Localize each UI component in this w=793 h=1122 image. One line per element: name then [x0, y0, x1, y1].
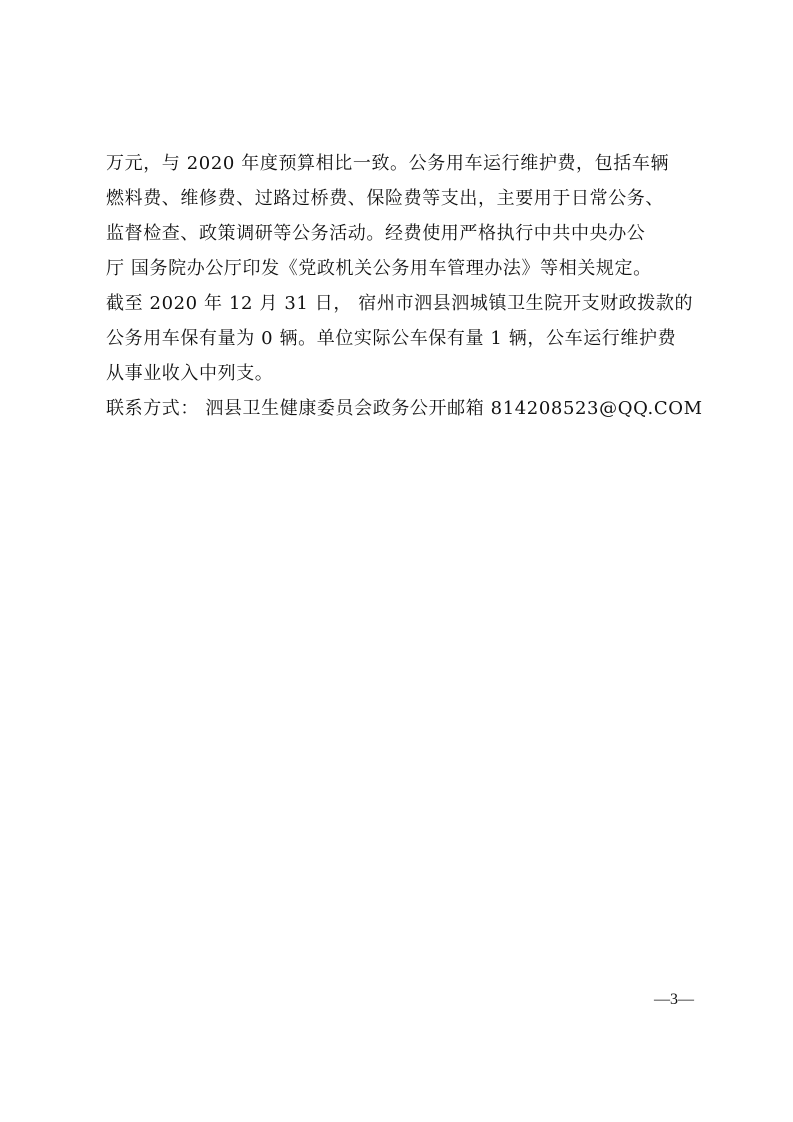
contact-line: 联系方式： 泗县卫生健康委员会政务公开邮箱 814208523@QQ.COM: [106, 398, 703, 419]
page-number: —3—: [654, 991, 694, 1008]
body-text: [106, 146, 703, 426]
paragraph-line: 万元，与 2020 年度预算相比一致。公务用车运行维护费，包括车辆: [106, 153, 670, 174]
paragraph-line: 从事业收入中列支。: [106, 363, 274, 384]
paragraph-line: 公务用车保有量为 0 辆。单位实际公车保有量 1 辆，公车运行维护费: [106, 328, 677, 349]
paragraph-line: 监督检查、政策调研等公务活动。经费使用严格执行中共中央办公: [106, 223, 646, 244]
paragraph-line: 截至 2020 年 12 月 31 日， 宿州市泗县泗城镇卫生院开支财政拨款的: [106, 293, 694, 314]
paragraph-line: 燃料费、维修费、过路过桥费、保险费等支出，主要用于日常公务、: [106, 188, 664, 209]
paragraph-line: 厅 国务院办公厅印发《党政机关公务用车管理办法》等相关规定。: [106, 258, 652, 279]
